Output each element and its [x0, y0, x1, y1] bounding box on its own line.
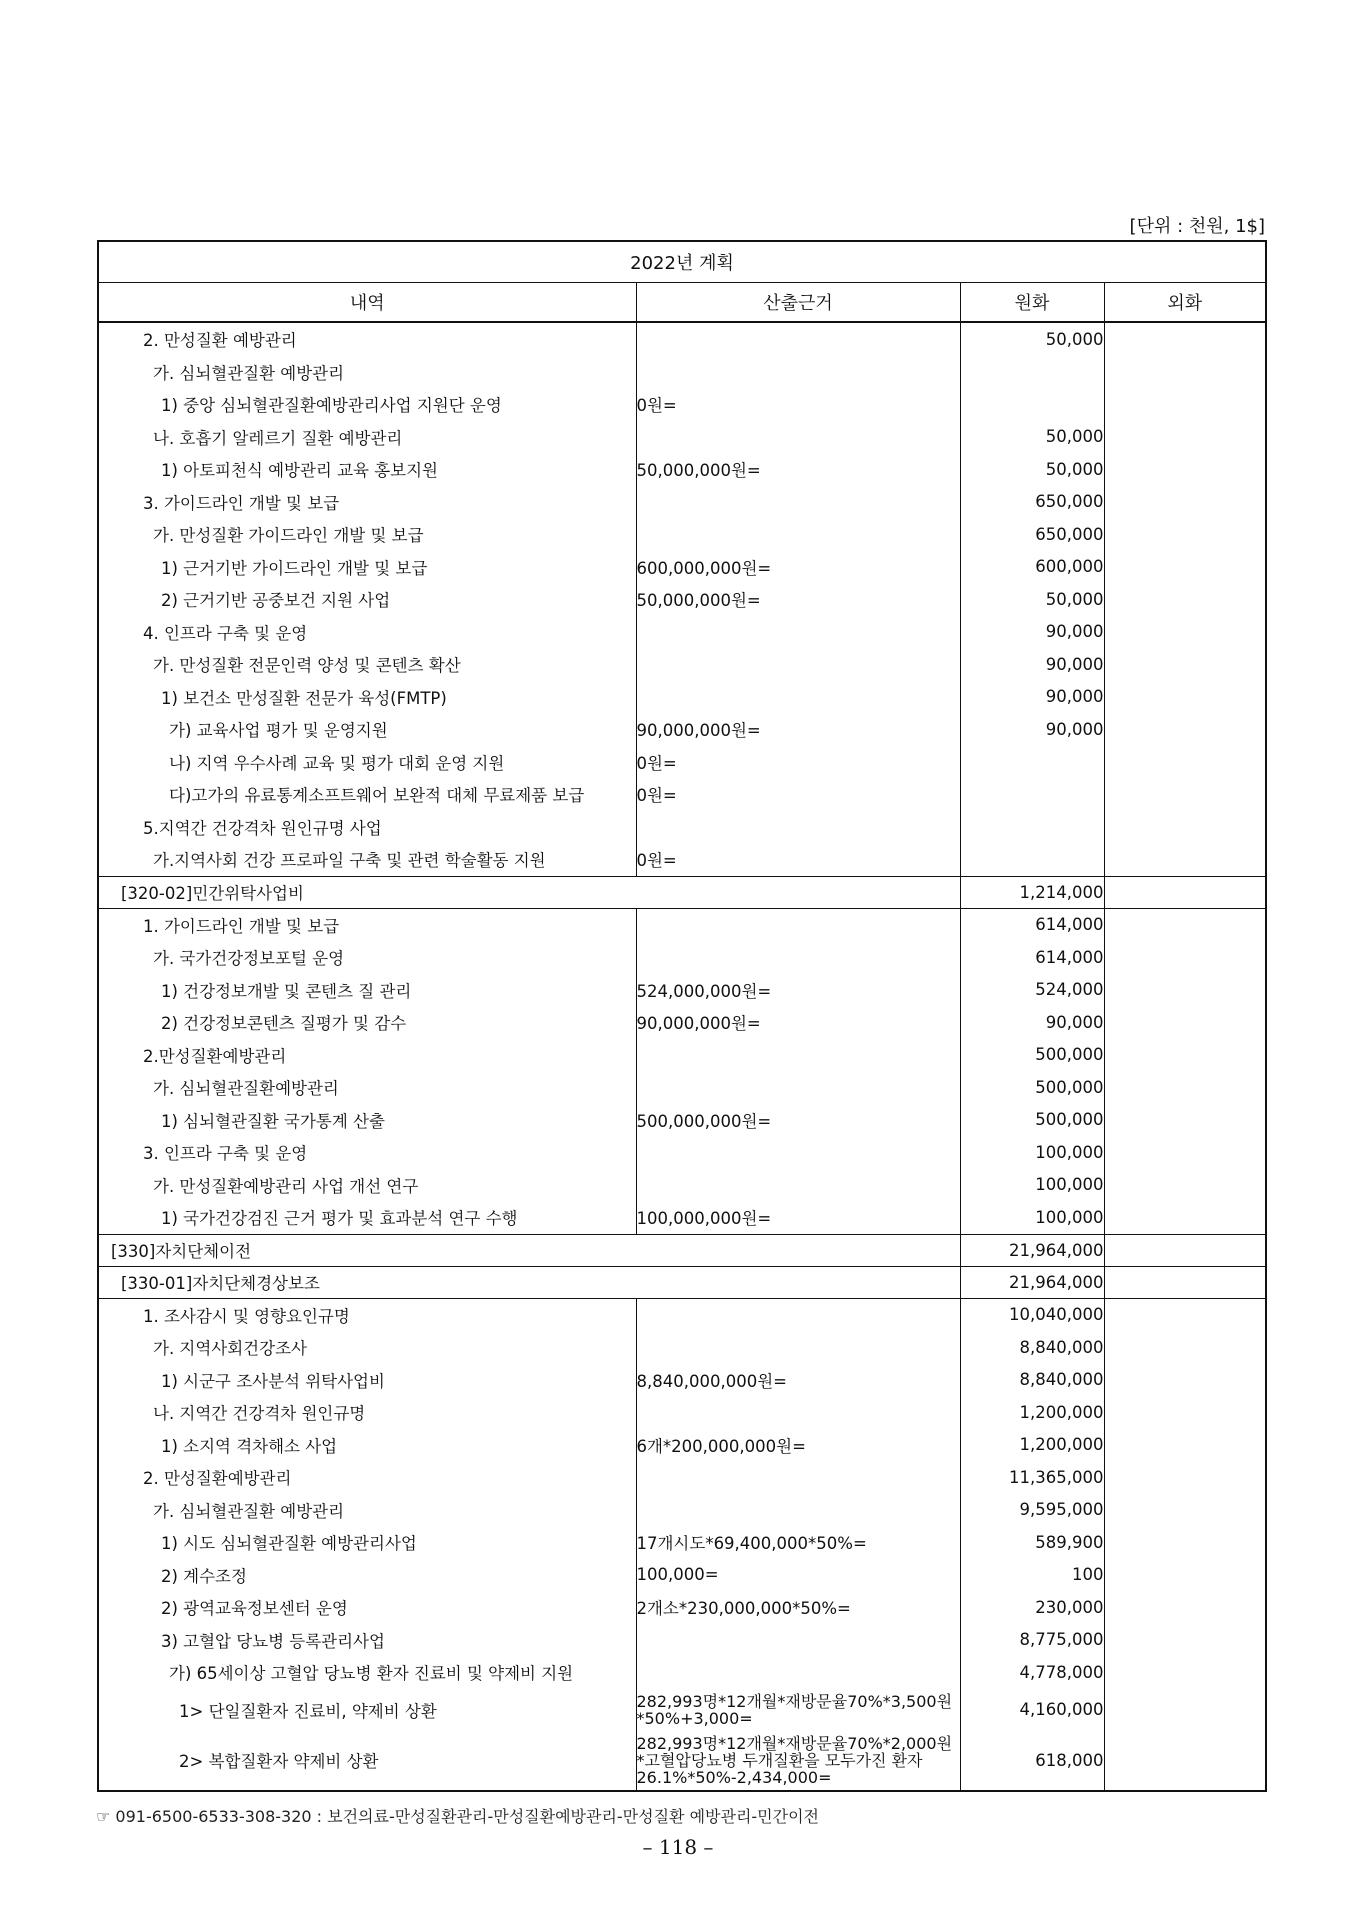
won-amount: 90,000	[960, 713, 1104, 746]
item-label: 2) 광역교육정보센터 운영	[98, 1591, 636, 1624]
foreign-amount	[1104, 1201, 1266, 1234]
foreign-amount	[1104, 1266, 1266, 1298]
table-row	[98, 746, 1266, 779]
basis-cell: 17개시도*69,400,000*50%=	[636, 1526, 960, 1559]
won-amount: 600,000	[960, 551, 1104, 584]
item-label: 가. 심뇌혈관질환 예방관리	[98, 1494, 636, 1527]
item-label: 1) 심뇌혈관질환 국가통계 산출	[98, 1104, 636, 1137]
basis-cell	[636, 1169, 960, 1202]
item-label: 가) 교육사업 평가 및 운영지원	[98, 713, 636, 746]
won-amount: 650,000	[960, 518, 1104, 551]
foreign-amount	[1104, 713, 1266, 746]
won-amount: 50,000	[960, 322, 1104, 356]
table-row	[98, 1526, 1266, 1559]
foreign-amount	[1104, 421, 1266, 454]
basis-cell	[636, 681, 960, 714]
table-row	[98, 908, 1266, 941]
item-label: 가. 지역사회건강조사	[98, 1331, 636, 1364]
budget-table	[97, 240, 1267, 1792]
item-label: 나. 호흡기 알레르기 질환 예방관리	[98, 421, 636, 454]
table-row	[98, 1201, 1266, 1234]
foreign-amount	[1104, 746, 1266, 779]
table-row	[98, 453, 1266, 486]
foreign-amount	[1104, 583, 1266, 616]
won-amount: 9,595,000	[960, 1494, 1104, 1527]
table-row	[98, 1624, 1266, 1657]
header-description: 내역	[98, 283, 636, 323]
table-row	[98, 388, 1266, 421]
table-row	[98, 1461, 1266, 1494]
foreign-amount	[1104, 1298, 1266, 1331]
foreign-amount	[1104, 811, 1266, 844]
unit-label: [단위 : 천원, 1$]	[1129, 216, 1265, 237]
item-label: 1) 소지역 격차해소 사업	[98, 1429, 636, 1462]
item-label: 다)고가의 유료통계소프트웨어 보완적 대체 무료제품 보급	[98, 778, 636, 811]
item-label: 1> 단일질환자 진료비, 약제비 상환	[98, 1689, 636, 1731]
item-label: 1) 국가건강검진 근거 평가 및 효과분석 연구 수행	[98, 1201, 636, 1234]
table-row	[98, 1071, 1266, 1104]
won-amount: 100,000	[960, 1201, 1104, 1234]
foreign-amount	[1104, 1624, 1266, 1657]
item-label: 가. 만성질환예방관리 사업 개선 연구	[98, 1169, 636, 1202]
foreign-amount	[1104, 1461, 1266, 1494]
won-amount: 10,040,000	[960, 1298, 1104, 1331]
section-label: [330-01]자치단체경상보조	[98, 1266, 960, 1298]
won-amount: 100,000	[960, 1136, 1104, 1169]
foreign-amount	[1104, 1006, 1266, 1039]
table-row	[98, 486, 1266, 519]
won-amount: 8,840,000	[960, 1364, 1104, 1397]
table-row	[98, 1559, 1266, 1592]
table-row	[98, 1331, 1266, 1364]
won-amount: 500,000	[960, 1039, 1104, 1072]
header-won: 원화	[960, 283, 1104, 323]
section-label: [320-02]민간위탁사업비	[98, 876, 960, 908]
item-label: 1. 가이드라인 개발 및 보급	[98, 908, 636, 941]
basis-cell	[636, 322, 960, 356]
table-row	[98, 648, 1266, 681]
won-amount	[960, 843, 1104, 876]
basis-cell	[636, 1136, 960, 1169]
basis-cell: 282,993명*12개월*재방문율70%*2,000원*고혈압당뇨병 두개질환을 모두가진 환자 26.1%*50%-2,434,000=	[636, 1731, 960, 1791]
item-label: 2) 근거기반 공중보건 지원 사업	[98, 583, 636, 616]
basis-cell: 282,993명*12개월*재방문율70%*3,500원*50%+3,000=	[636, 1689, 960, 1731]
basis-cell: 100,000=	[636, 1559, 960, 1592]
item-label: 4. 인프라 구축 및 운영	[98, 616, 636, 649]
foreign-amount	[1104, 1234, 1266, 1266]
item-label: 3. 인프라 구축 및 운영	[98, 1136, 636, 1169]
basis-cell	[636, 1396, 960, 1429]
table-row	[98, 1039, 1266, 1072]
item-label: 1. 조사감시 및 영향요인규명	[98, 1298, 636, 1331]
won-amount: 50,000	[960, 453, 1104, 486]
foreign-amount	[1104, 1039, 1266, 1072]
won-amount: 230,000	[960, 1591, 1104, 1624]
table-row	[98, 1591, 1266, 1624]
basis-cell: 0원=	[636, 746, 960, 779]
won-amount: 1,200,000	[960, 1429, 1104, 1462]
basis-cell	[636, 1071, 960, 1104]
plan-title: 2022년 계획	[98, 241, 1266, 283]
basis-cell: 524,000,000원=	[636, 974, 960, 1007]
item-label: 1) 중앙 심뇌혈관질환예방관리사업 지원단 운영	[98, 388, 636, 421]
foreign-amount	[1104, 1559, 1266, 1592]
won-amount: 8,840,000	[960, 1331, 1104, 1364]
won-amount: 21,964,000	[960, 1266, 1104, 1298]
item-label: 1) 시군구 조사분석 위탁사업비	[98, 1364, 636, 1397]
table-row	[98, 1731, 1266, 1791]
item-label: 1) 근거기반 가이드라인 개발 및 보급	[98, 551, 636, 584]
table-row	[98, 1266, 1266, 1298]
basis-cell	[636, 1461, 960, 1494]
won-amount: 500,000	[960, 1104, 1104, 1137]
section-label: [330]자치단체이전	[98, 1234, 960, 1266]
foreign-amount	[1104, 453, 1266, 486]
basis-cell	[636, 811, 960, 844]
won-amount	[960, 746, 1104, 779]
won-amount: 614,000	[960, 941, 1104, 974]
table-row	[98, 1234, 1266, 1266]
foreign-amount	[1104, 1731, 1266, 1791]
item-label: 3) 고혈압 당뇨병 등록관리사업	[98, 1624, 636, 1657]
table-row	[98, 941, 1266, 974]
foreign-amount	[1104, 974, 1266, 1007]
item-label: 2. 만성질환예방관리	[98, 1461, 636, 1494]
won-amount: 90,000	[960, 648, 1104, 681]
table-row	[98, 681, 1266, 714]
won-amount: 1,200,000	[960, 1396, 1104, 1429]
table-row	[98, 583, 1266, 616]
foreign-amount	[1104, 1494, 1266, 1527]
basis-cell	[636, 908, 960, 941]
item-label: 2) 건강정보콘텐츠 질평가 및 감수	[98, 1006, 636, 1039]
table-row	[98, 356, 1266, 389]
basis-cell	[636, 1331, 960, 1364]
foreign-amount	[1104, 778, 1266, 811]
basis-cell: 90,000,000원=	[636, 1006, 960, 1039]
table-body	[98, 322, 1266, 1791]
item-label: 2.만성질환예방관리	[98, 1039, 636, 1072]
basis-cell	[636, 1298, 960, 1331]
won-amount	[960, 388, 1104, 421]
foreign-amount	[1104, 518, 1266, 551]
table-row	[98, 1364, 1266, 1397]
basis-cell: 90,000,000원=	[636, 713, 960, 746]
basis-cell	[636, 518, 960, 551]
foreign-amount	[1104, 681, 1266, 714]
table-row	[98, 713, 1266, 746]
foreign-amount	[1104, 843, 1266, 876]
foreign-amount	[1104, 551, 1266, 584]
table-row	[98, 974, 1266, 1007]
won-amount: 90,000	[960, 1006, 1104, 1039]
basis-cell: 6개*200,000,000원=	[636, 1429, 960, 1462]
item-label: 1) 보건소 만성질환 전문가 육성(FMTP)	[98, 681, 636, 714]
item-label: 3. 가이드라인 개발 및 보급	[98, 486, 636, 519]
table-row	[98, 1006, 1266, 1039]
foreign-amount	[1104, 941, 1266, 974]
item-label: 가. 만성질환 전문인력 양성 및 콘텐츠 확산	[98, 648, 636, 681]
item-label: 나. 지역간 건강격차 원인규명	[98, 1396, 636, 1429]
won-amount: 618,000	[960, 1731, 1104, 1791]
table-row	[98, 1429, 1266, 1462]
header-basis: 산출근거	[636, 283, 960, 323]
won-amount: 11,365,000	[960, 1461, 1104, 1494]
basis-cell	[636, 421, 960, 454]
won-amount: 650,000	[960, 486, 1104, 519]
page-number: – 118 –	[642, 1835, 714, 1859]
item-label: 가) 65세이상 고혈압 당뇨병 환자 진료비 및 약제비 지원	[98, 1656, 636, 1689]
item-label: 1) 아토피천식 예방관리 교육 홍보지원	[98, 453, 636, 486]
table-row	[98, 1656, 1266, 1689]
won-amount: 21,964,000	[960, 1234, 1104, 1266]
foreign-amount	[1104, 322, 1266, 356]
won-amount: 4,160,000	[960, 1689, 1104, 1731]
won-amount	[960, 778, 1104, 811]
foreign-amount	[1104, 356, 1266, 389]
foreign-amount	[1104, 1656, 1266, 1689]
foreign-amount	[1104, 1396, 1266, 1429]
foreign-amount	[1104, 876, 1266, 908]
foreign-amount	[1104, 1429, 1266, 1462]
basis-cell: 0원=	[636, 388, 960, 421]
won-amount: 100	[960, 1559, 1104, 1592]
won-amount	[960, 811, 1104, 844]
item-label: 나) 지역 우수사례 교육 및 평가 대회 운영 지원	[98, 746, 636, 779]
foreign-amount	[1104, 486, 1266, 519]
table-row	[98, 1494, 1266, 1527]
table-row	[98, 843, 1266, 876]
table-row	[98, 1136, 1266, 1169]
foreign-amount	[1104, 1364, 1266, 1397]
item-label: 가.지역사회 건강 프로파일 구축 및 관련 학술활동 지원	[98, 843, 636, 876]
basis-cell: 500,000,000원=	[636, 1104, 960, 1137]
foreign-amount	[1104, 1169, 1266, 1202]
won-amount: 90,000	[960, 616, 1104, 649]
table-row	[98, 1298, 1266, 1331]
foreign-amount	[1104, 908, 1266, 941]
basis-cell: 600,000,000원=	[636, 551, 960, 584]
table-row	[98, 518, 1266, 551]
basis-cell: 2개소*230,000,000*50%=	[636, 1591, 960, 1624]
item-label: 2. 만성질환 예방관리	[98, 322, 636, 356]
foreign-amount	[1104, 388, 1266, 421]
table-row	[98, 1104, 1266, 1137]
won-amount: 589,900	[960, 1526, 1104, 1559]
foreign-amount	[1104, 1526, 1266, 1559]
table-row	[98, 778, 1266, 811]
foreign-amount	[1104, 1591, 1266, 1624]
basis-cell	[636, 941, 960, 974]
basis-cell	[636, 486, 960, 519]
table-row	[98, 1689, 1266, 1731]
table-row	[98, 421, 1266, 454]
foreign-amount	[1104, 616, 1266, 649]
footnote: ☞ 091-6500-6533-308-320 : 보건의료-만성질환관리-만성질환예방관리-만성질환 예방관리-민간이전	[96, 1807, 820, 1826]
basis-cell	[636, 648, 960, 681]
table-row	[98, 876, 1266, 908]
basis-cell	[636, 616, 960, 649]
foreign-amount	[1104, 1071, 1266, 1104]
table-row	[98, 616, 1266, 649]
won-amount: 524,000	[960, 974, 1104, 1007]
item-label: 가. 국가건강정보포털 운영	[98, 941, 636, 974]
basis-cell: 0원=	[636, 778, 960, 811]
basis-cell	[636, 1494, 960, 1527]
table-row	[98, 1169, 1266, 1202]
table-row	[98, 1396, 1266, 1429]
basis-cell: 50,000,000원=	[636, 453, 960, 486]
item-label: 가. 심뇌혈관질환 예방관리	[98, 356, 636, 389]
item-label: 가. 만성질환 가이드라인 개발 및 보급	[98, 518, 636, 551]
item-label: 2) 계수조정	[98, 1559, 636, 1592]
foreign-amount	[1104, 1104, 1266, 1137]
basis-cell	[636, 356, 960, 389]
basis-cell	[636, 1656, 960, 1689]
won-amount: 50,000	[960, 583, 1104, 616]
won-amount	[960, 356, 1104, 389]
table-row	[98, 811, 1266, 844]
won-amount: 8,775,000	[960, 1624, 1104, 1657]
header-foreign: 외화	[1104, 283, 1266, 323]
foreign-amount	[1104, 648, 1266, 681]
basis-cell	[636, 1039, 960, 1072]
basis-cell: 0원=	[636, 843, 960, 876]
won-amount: 1,214,000	[960, 876, 1104, 908]
table-row	[98, 322, 1266, 356]
basis-cell: 50,000,000원=	[636, 583, 960, 616]
won-amount: 50,000	[960, 421, 1104, 454]
basis-cell: 100,000,000원=	[636, 1201, 960, 1234]
item-label: 1) 건강정보개발 및 콘텐츠 질 관리	[98, 974, 636, 1007]
item-label: 가. 심뇌혈관질환예방관리	[98, 1071, 636, 1104]
table-row	[98, 551, 1266, 584]
basis-cell: 8,840,000,000원=	[636, 1364, 960, 1397]
foreign-amount	[1104, 1689, 1266, 1731]
won-amount: 90,000	[960, 681, 1104, 714]
won-amount: 614,000	[960, 908, 1104, 941]
item-label: 5.지역간 건강격차 원인규명 사업	[98, 811, 636, 844]
won-amount: 4,778,000	[960, 1656, 1104, 1689]
item-label: 1) 시도 심뇌혈관질환 예방관리사업	[98, 1526, 636, 1559]
foreign-amount	[1104, 1331, 1266, 1364]
won-amount: 100,000	[960, 1169, 1104, 1202]
item-label: 2> 복합질환자 약제비 상환	[98, 1731, 636, 1791]
basis-cell	[636, 1624, 960, 1657]
foreign-amount	[1104, 1136, 1266, 1169]
won-amount: 500,000	[960, 1071, 1104, 1104]
